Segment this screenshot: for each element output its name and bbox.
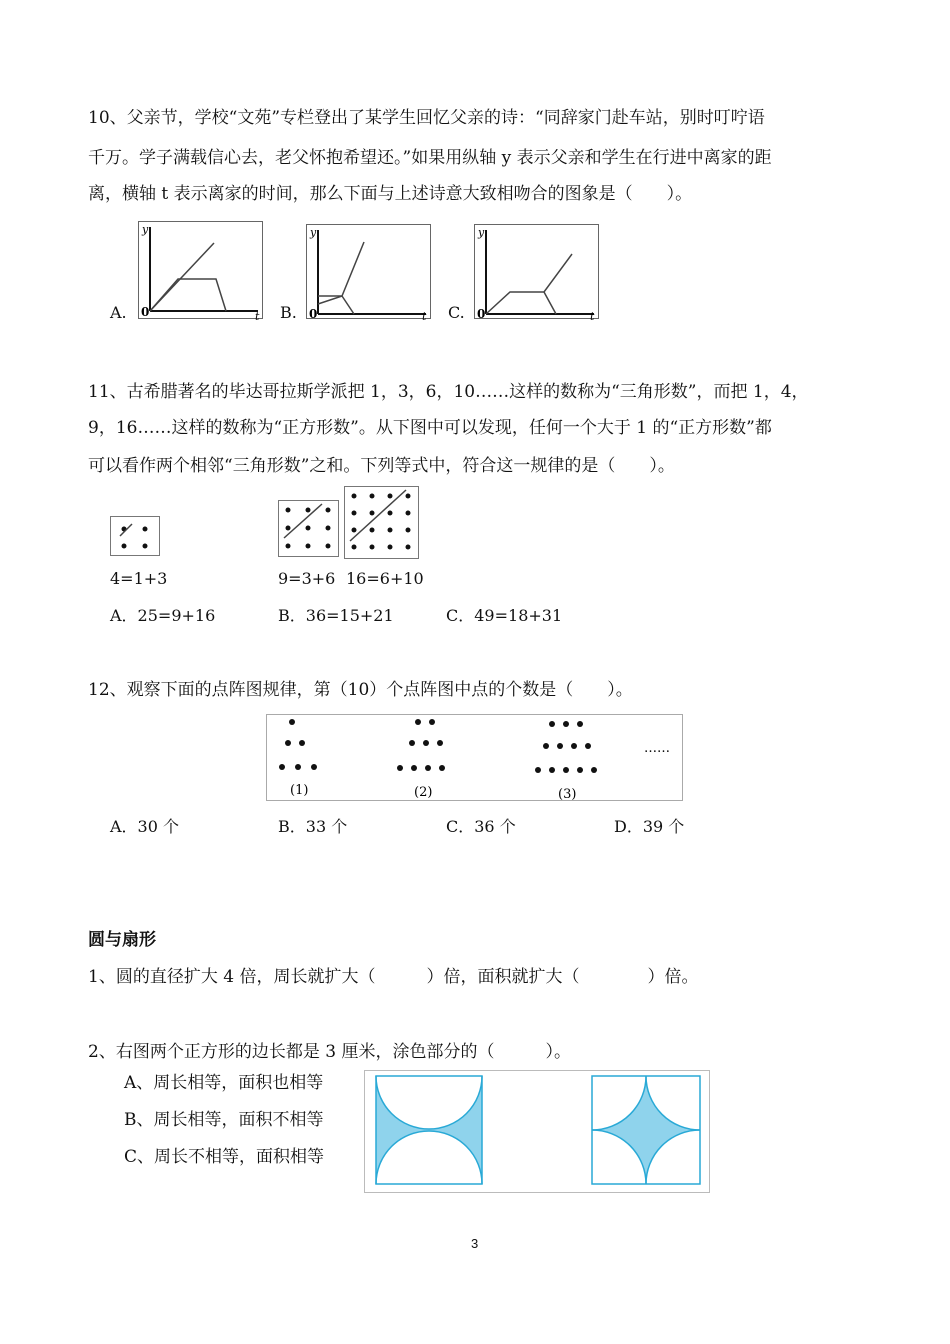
- c2-option-c: C、周长不相等，面积相等: [124, 1147, 325, 1167]
- q10-graph-b: [306, 224, 436, 322]
- c2-option-b: B、周长相等，面积不相等: [124, 1110, 324, 1130]
- q11-example-9: 9=3+6: [278, 569, 336, 588]
- q10-line-1: 10、父亲节，学校“文苑”专栏登出了某学生回忆父亲的诗：“同辞家门赴车站，别时叮咛语: [88, 108, 765, 128]
- c2-text: 2、右图两个正方形的边长都是 3 厘米，涂色部分的（ ）。: [88, 1042, 571, 1062]
- q10-a-y-axis-label: y: [142, 223, 149, 236]
- q10-b-origin-label: 0: [309, 307, 318, 321]
- q10-option-b-label: B.: [280, 303, 297, 322]
- section-title: 圆与扇形: [88, 930, 156, 950]
- q10-line-2: 千万。学子满载信心去，老父怀抱希望还。”如果用纵轴 y 表示父亲和学生在行进中离家的距: [88, 148, 772, 168]
- q11-dot-square-2x2: [110, 516, 162, 558]
- q12-dot-pattern-figure: [266, 714, 686, 804]
- q11-example-16: 16=6+10: [346, 569, 424, 588]
- q12-option-b: B．33 个: [278, 817, 348, 836]
- q12-option-a: A．30 个: [110, 817, 180, 836]
- q12-ellipsis: ……: [644, 741, 670, 756]
- c1-text: 1、圆的直径扩大 4 倍，周长就扩大（ ）倍，面积就扩大（ ）倍。: [88, 967, 699, 987]
- q11-example-4: 4=1+3: [110, 569, 168, 588]
- q10-a-t-axis-label: t: [255, 310, 260, 323]
- q12-option-c: C．36 个: [446, 817, 516, 836]
- page-number: 3: [471, 1236, 479, 1251]
- q12-option-d: D．39 个: [614, 817, 685, 836]
- q11-option-b: B．36=15+21: [278, 606, 394, 625]
- q12-text: 12、观察下面的点阵图规律，第（10）个点阵图中点的个数是（ ）。: [88, 680, 633, 700]
- q10-option-a-label: A.: [110, 303, 127, 322]
- q11-option-a: A．25=9+16: [110, 606, 216, 625]
- q11-dot-square-4x4: [344, 486, 420, 560]
- q10-graph-c: [474, 224, 604, 322]
- q11-dot-square-3x3: [278, 500, 340, 558]
- q12-label-1: (1): [290, 783, 309, 798]
- c2-option-a: A、周长相等，面积也相等: [124, 1073, 324, 1093]
- q10-option-c-label: C.: [448, 303, 465, 322]
- q10-c-t-axis-label: t: [590, 310, 595, 322]
- q10-c-origin-label: 0: [477, 307, 486, 321]
- c2-squares-figure: [364, 1070, 712, 1196]
- q10-a-origin-label: 0: [141, 305, 150, 319]
- q10-c-y-axis-label: y: [478, 226, 485, 239]
- q11-option-c: C．49=18+31: [446, 606, 563, 625]
- q10-b-y-axis-label: y: [310, 226, 317, 239]
- q10-b-t-axis-label: t: [422, 310, 427, 322]
- q10-graph-a: [138, 221, 268, 323]
- q10-line-3: 离，横轴 t 表示离家的时间，那么下面与上述诗意大致相吻合的图象是（ ）。: [88, 184, 693, 204]
- c2-right-square: [592, 1076, 700, 1184]
- q11-line-2: 9，16……这样的数称为“正方形数”。从下图中可以发现，任何一个大于 1 的“正方形数”都: [88, 418, 772, 438]
- q12-label-2: (2): [414, 785, 433, 800]
- q12-label-3: (3): [558, 787, 577, 802]
- c2-left-square: [376, 1076, 482, 1184]
- q11-line-1: 11、古希腊著名的毕达哥拉斯学派把 1，3，6，10……这样的数称为“三角形数”，而把 1，4，: [88, 382, 809, 402]
- q11-line-3: 可以看作两个相邻“三角形数”之和。下列等式中，符合这一规律的是（ ）。: [88, 456, 675, 476]
